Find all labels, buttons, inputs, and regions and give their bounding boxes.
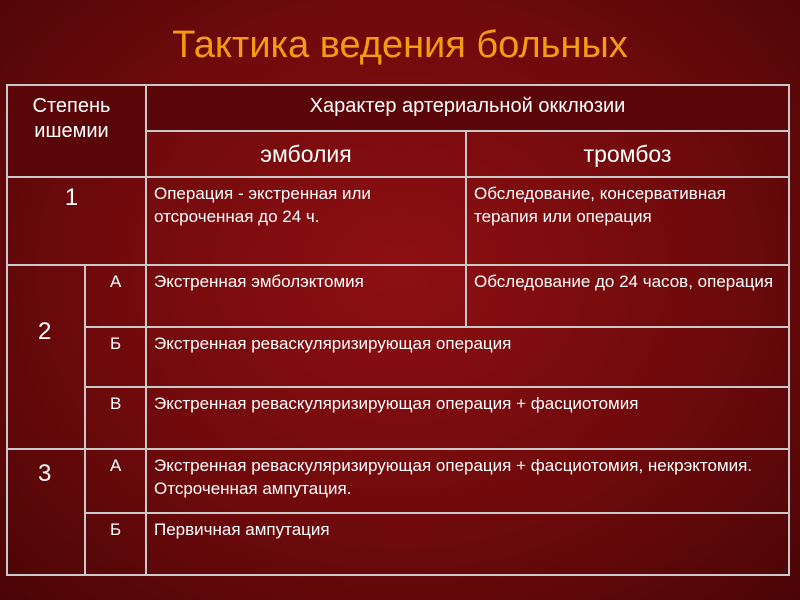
row1-embolism-cell: Операция - экстренная или отсроченная до 24 ч. (147, 178, 467, 266)
degree-1-cell (6, 178, 147, 266)
header-degree-label: Степень ишемии (32, 95, 111, 142)
header-embolism-label: эмболия (260, 141, 352, 167)
row3-a-cell: Экстренная реваскуляризирующая операция + фасциотомия, некрэктомия. Отсроченная ампутация. (147, 450, 790, 514)
degree-1-label: 1 (64, 184, 79, 211)
degree-3-label: 3 (38, 460, 52, 487)
header-occlusion-label: Характер артериальной окклюзии (309, 95, 626, 117)
header-embolism (147, 132, 467, 178)
header-occlusion (147, 84, 790, 132)
header-thrombosis (467, 132, 790, 178)
row2-v-cell: Экстренная реваскуляризирующая операция + фасциотомия (147, 388, 790, 450)
degree-2-cell (6, 266, 86, 450)
row2-v-letter: В (86, 388, 147, 450)
treatment-tactics-table (6, 84, 790, 576)
row2-a-letter: А (86, 266, 147, 328)
header-degree (6, 84, 147, 178)
degree-2-label: 2 (38, 318, 52, 345)
degree-3-cell (6, 450, 86, 576)
row1-thrombosis-cell: Обследование, консервативная терапия или операция (467, 178, 790, 266)
row2-b-cell: Экстренная реваскуляризирующая операция (147, 328, 790, 388)
row3-b-letter: Б (86, 514, 147, 576)
row2-b-letter: Б (86, 328, 147, 388)
row2-a-embolism-cell: Экстренная эмболэктомия (147, 266, 467, 328)
row3-b-cell: Первичная ампутация (147, 514, 790, 576)
slide-title: Тактика ведения больных (172, 24, 628, 66)
header-thrombosis-label: тромбоз (583, 141, 672, 167)
row3-a-letter: А (86, 450, 147, 514)
row2-a-thrombosis-cell: Обследование до 24 часов, операция (467, 266, 790, 328)
